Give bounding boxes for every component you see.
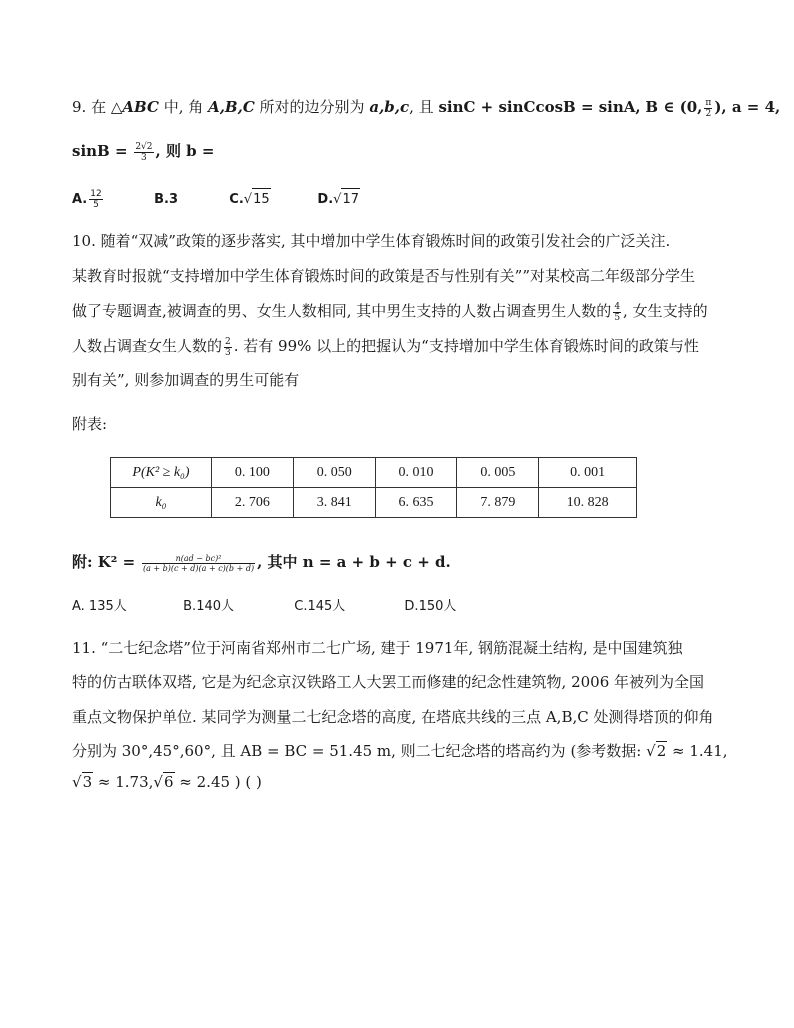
q9-given-a: ), a = 4, [714,98,781,116]
q9-number: 9. 在 [72,98,107,116]
q9-text: 所对的边分别为 [259,98,365,116]
sqrt-3: √3 [72,773,93,791]
q9-triangle: △ABC [110,98,159,116]
k2-formula-fraction: $\frac{\text{n(ad − bc)²}}{(a + b)(c + d)(a + c)(b + d)}$ [142,553,255,573]
q10-line4: 人数占调查女生人数的 $\frac{2}{3}$ . 若有 99% 以上的把握认为“支持增加中学生体育锻炼时间的政策与性 [72,336,699,358]
q9-options [72,188,360,211]
q10-line5: 别有关”, 则参加调查的男生可能有 [72,371,300,389]
table-header-p: P(K² ≥ k₀) [111,458,212,488]
k2-formula: 附: K² = $\frac{\text{n(ad − bc)²}}{(a + b)(c + d)(a + c)(b + d)}$ , 其中 n = a + b + c + d. [72,553,451,573]
q10-fraction-4-5: $\frac{4}{5}$ [614,301,621,323]
q9-option-c: C.√15 [229,188,313,211]
q11-line1: 11. “二七纪念塔”位于河南省郑州市二七广场, 建于 1971年, 钢筋混凝土结构, 是中国建筑独 [72,639,683,657]
q10-line1: 10. 随着“双减”政策的逐步落实, 其中增加中学生体育锻炼时间的政策引发社会的广泛关注. [72,232,671,250]
q9-pi-over-2: $\frac{\pi}{2}$ [705,97,712,119]
appendix-label: 附表: [72,415,108,433]
q10-line3: 做了专题调查,被调查的男、女生人数相同, 其中男生支持的人数占调查男生人数的 $\frac{4}{5}$ , 女生支持的 [72,301,708,323]
table-row [111,488,637,518]
q10-line2: 某教育时报就“支持增加中学生体育锻炼时间的政策是否与性别有关””对某校高二年级部分学生 [72,267,696,285]
table-header-k: k₀ [111,488,212,518]
q10-option-c: C.145人 [294,599,346,614]
q9-option-a: A. $\frac{12}{5}$ [72,189,102,210]
q9-line2 [72,140,214,163]
q9-line1 [72,96,780,119]
q10-option-d: D.150人 [404,599,457,614]
q9-sides: a,b,c [369,98,410,116]
q10-option-b: B.140人 [183,599,235,614]
q9-ask: , 则 b = [155,142,215,160]
q10-fraction-2-3: $\frac{2}{3}$ [225,336,231,358]
q11-line4: 分别为 30°,45°,60°, 且 AB = BC = 51.45 m, 则二七纪念塔的塔高约为 (参考数据: √2 ≈ 1.41, [72,742,728,760]
table-cell: 3. 841 [293,488,375,518]
q10-options [72,596,456,618]
sqrt-2: √2 [646,742,667,760]
q11-line2: 特的仿古联体双塔, 它是为纪念京汉铁路工人大罢工而修建的纪念性建筑物, 2006 年被列为全国 [72,673,705,691]
critical-value-table [110,457,637,518]
q11-line3: 重点文物保护单位. 某同学为测量二七纪念塔的高度, 在塔底共线的三点 A,B,C 处测得塔顶的仰角 [72,708,714,726]
q9-interval: B ∈ (0, [645,98,703,116]
table-cell: 6. 635 [375,488,457,518]
table-cell: 0. 001 [539,458,637,488]
q9-equation: sinC + sinCcosB = sinA, [438,98,641,116]
table-row [111,458,637,488]
table-cell: 7. 879 [457,488,539,518]
q11-line5: √3 ≈ 1.73,√6 ≈ 2.45 ) ( ) [72,773,262,791]
table-cell: 0. 100 [212,458,294,488]
q9-sinb-fraction: $\frac{2√2}{3}$ [135,141,153,163]
table-cell: 0. 050 [293,458,375,488]
q9-option-d: D.√17 [317,188,360,211]
table-cell: 10. 828 [539,488,637,518]
q9-text: , 且 [409,98,434,116]
q10-option-a: A. 135人 [72,599,127,614]
q9-angles: A,B,C [208,98,255,116]
sqrt-6: √6 [153,773,174,791]
table-cell: 0. 010 [375,458,457,488]
q9-option-b: B.3 [154,192,179,207]
table-cell: 2. 706 [212,488,294,518]
q9-text: 中, 角 [163,98,204,116]
table-cell: 0. 005 [457,458,539,488]
q9-sinb: sinB = [72,142,128,160]
